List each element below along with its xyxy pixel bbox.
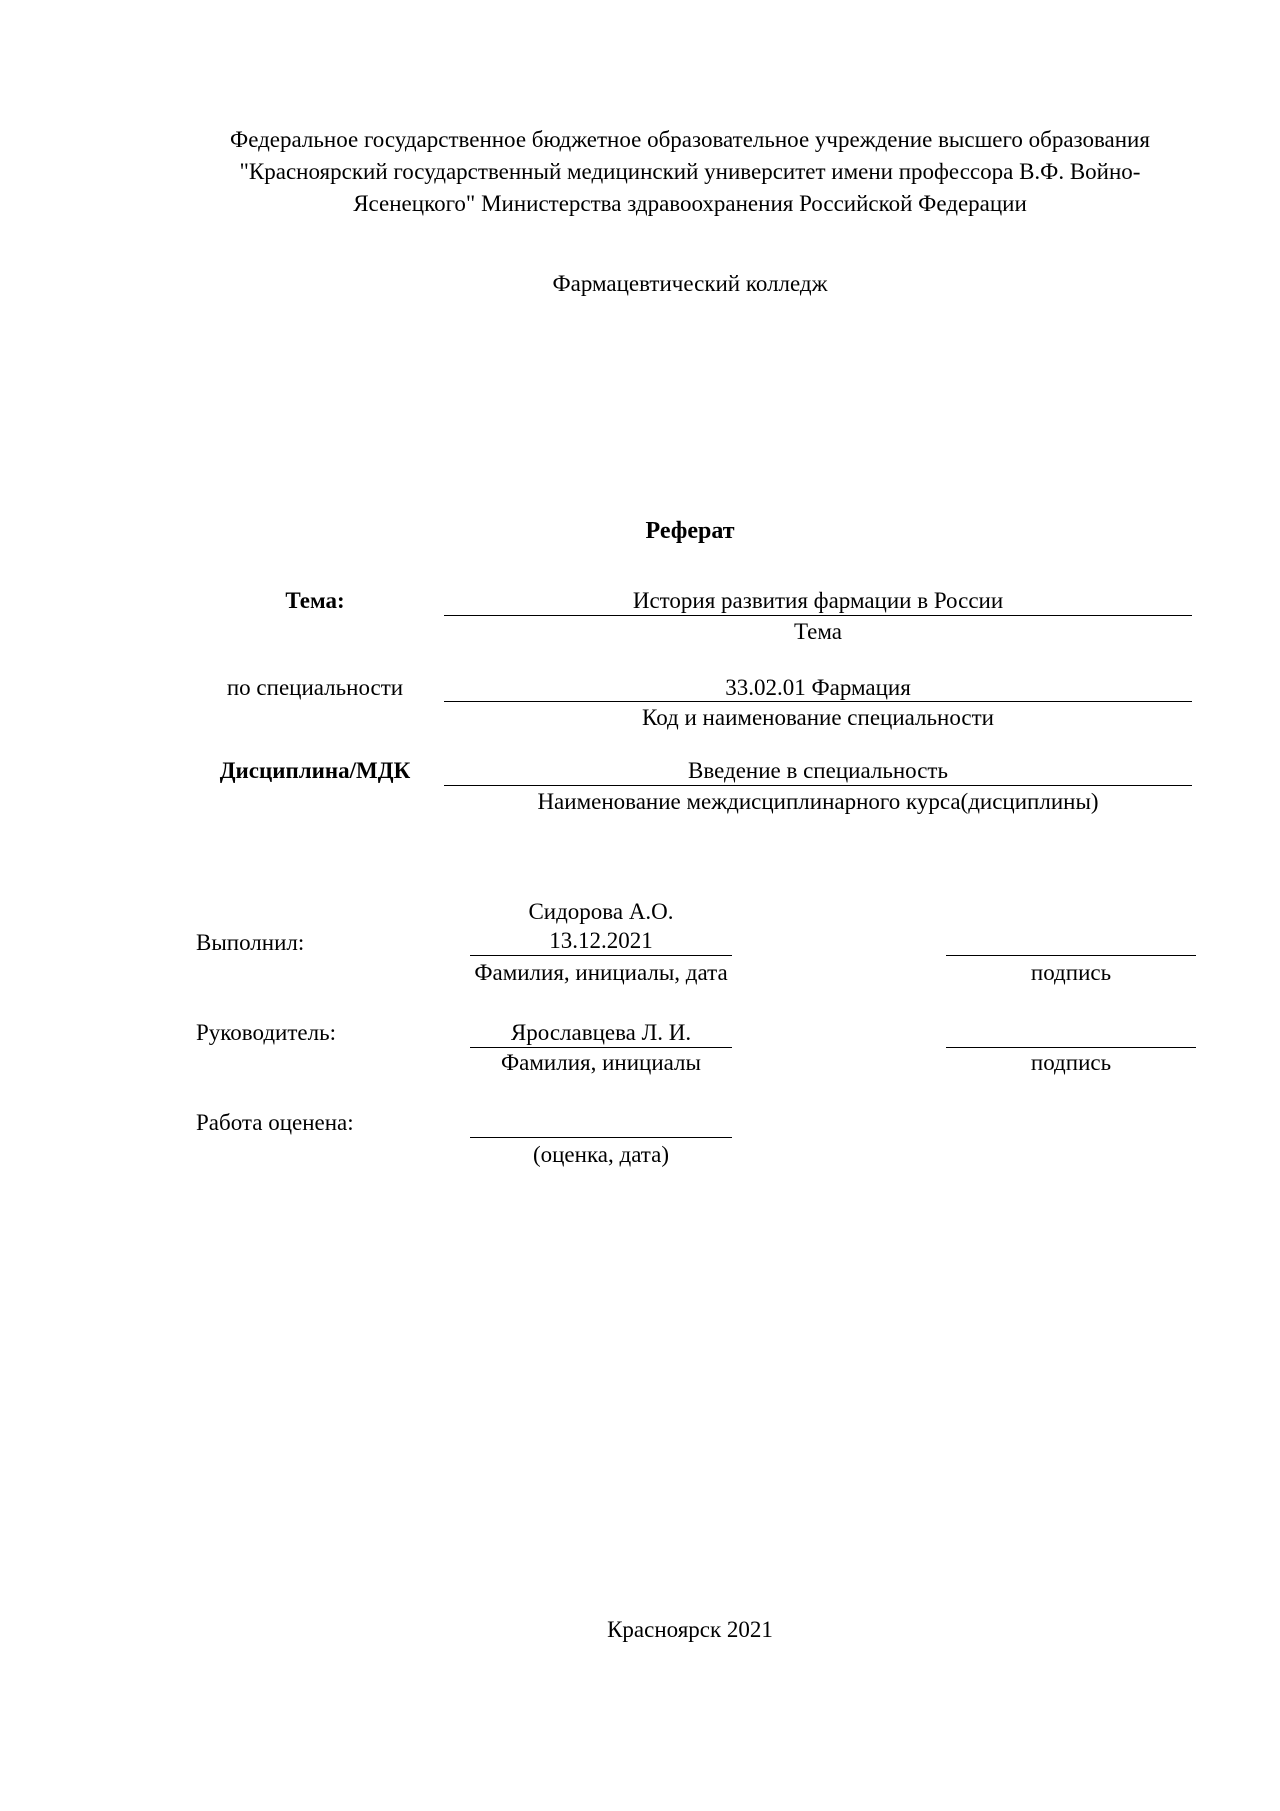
performed-by-label: Выполнил:	[196, 930, 305, 955]
supervisor-caption: Фамилия, инициалы	[501, 1050, 701, 1075]
college-name: Фармацевтический колледж	[552, 271, 828, 296]
supervisor-label: Руководитель:	[196, 1020, 336, 1045]
specialty-label: по специальности	[226, 675, 404, 700]
specialty-value: 33.02.01 Фармация	[725, 675, 911, 700]
organization-header: Федеральное государственное бюджетное образовательное учреждение высшего образования "Красноярский государственный медицинский университет имени профессора В.Ф. Войно-Ясенецкого" Министерства здравоохранения Российской Федерации	[230, 127, 1150, 216]
performed-by-name: Сидорова А.О.	[528, 899, 674, 924]
discipline-value: Введение в специальность	[688, 758, 948, 783]
supervisor-signature-caption: подпись	[1030, 1050, 1112, 1075]
performed-by-underline	[470, 955, 732, 956]
performed-by-caption: Фамилия, инициалы, дата	[474, 960, 728, 985]
topic-value: История развития фармации в России	[632, 588, 1004, 613]
grade-label: Работа оценена:	[196, 1110, 354, 1135]
grade-underline	[470, 1137, 732, 1138]
supervisor-name: Ярославцева Л. И.	[510, 1020, 692, 1045]
topic-label: Тема:	[285, 588, 345, 613]
document-type-title: Реферат	[645, 518, 735, 544]
specialty-caption: Код и наименование специальности	[642, 705, 994, 730]
performed-by-signature-line	[946, 955, 1196, 956]
grade-caption: (оценка, дата)	[532, 1142, 670, 1167]
performed-by-signature-caption: подпись	[1030, 960, 1112, 985]
performed-by-date: 13.12.2021	[549, 928, 653, 953]
discipline-caption: Наименование междисциплинарного курса(дисциплины)	[537, 789, 1099, 814]
topic-caption: Тема	[794, 619, 842, 644]
footer-city-year: Красноярск 2021	[607, 1617, 773, 1642]
discipline-label: Дисциплина/МДК	[219, 758, 411, 783]
